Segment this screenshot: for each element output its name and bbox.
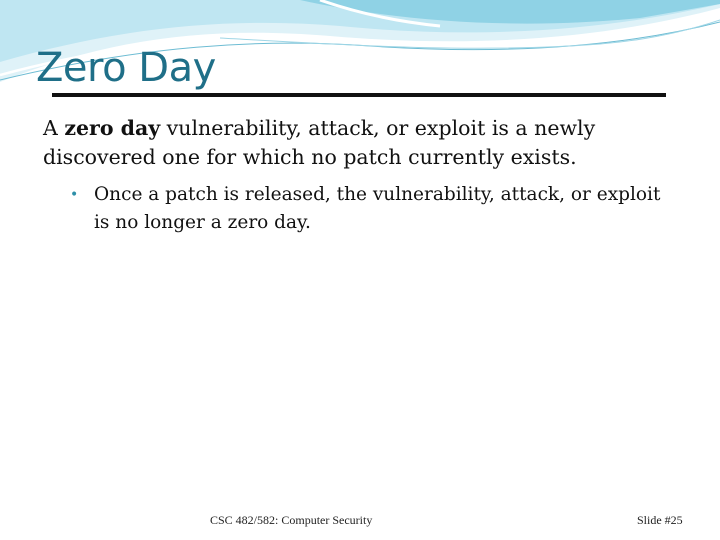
bullet-text: Once a patch is released, the vulnerability, attack, or exploit is no longer a zero day.: [94, 184, 661, 233]
title-underline: [52, 93, 666, 97]
footer-course: CSC 482/582: Computer Security: [210, 513, 373, 527]
body-lead-text: A: [43, 116, 65, 140]
body-rest-text: vulnerability, attack, or exploit is a newly discovered one for which no patch currently exists.: [43, 116, 596, 169]
footer-slide-number: Slide #25: [637, 513, 683, 527]
bullet-item: [70, 181, 670, 237]
body-bold-term: zero day: [64, 116, 161, 140]
page-title: Zero Day: [36, 45, 216, 91]
body-paragraph: [43, 114, 663, 172]
bullet-dot-icon: •: [70, 187, 79, 203]
